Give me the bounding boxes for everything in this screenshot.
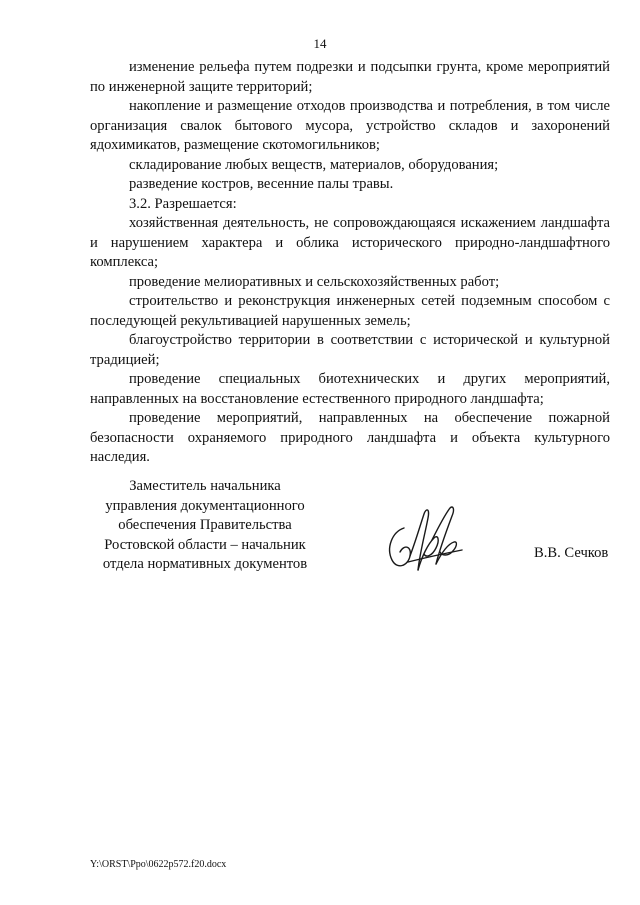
signatory-title-line: Ростовской области – начальник [104,536,306,553]
paragraph: проведение специальных биотехнических и других мероприятий, направленных на восстановление естественного природного ландшафта; [90,371,610,407]
signatory-title-line: отдела нормативных документов [102,556,308,572]
file-path: Y:\ORST\Ppo\0622p572.f20.docx [90,859,227,870]
signatory-title-line: Заместитель начальника [129,478,281,494]
paragraph: хозяйственная деятельность, не сопровождающаяся искажением ландшафта и нарушением характера и облика исторического природно-ландшафтного комплекса; [90,215,610,270]
paragraph: складирование любых веществ, материалов, оборудования; [129,156,499,173]
paragraph: проведение мероприятий, направленных на обеспечение пожарной безопасности охраняемого природного ландшафта и объекта культурного наследия. [90,410,610,465]
document-body [90,58,610,468]
signatory-title-line: обеспечения Правительства [118,517,292,533]
paragraph: благоустройство территории в соответствии с исторической и культурной традицией; [90,332,610,368]
signer-name: В.В. Сечков [534,545,609,561]
paragraph: строительство и реконструкция инженерных сетей подземным способом с последующей рекультивацией нарушенных земель; [90,293,610,329]
section-heading: 3.2. Разрешается: [129,195,237,212]
paragraph: изменение рельефа путем подрезки и подсыпки грунта, кроме мероприятий по инженерной защите территорий; [90,59,610,95]
paragraph: проведение мелиоративных и сельскохозяйственных работ; [129,273,500,290]
paragraph: накопление и размещение отходов производства и потребления, в том числе организация свалок бытового мусора, устройство складов и захоронений ядохимикатов, размещение скотомогильников; [90,98,610,153]
page-number: 14 [313,36,327,51]
paragraph: разведение костров, весенние палы травы. [129,176,394,192]
handwritten-signature [380,500,472,580]
signatory-title-line: управления документационного [105,497,305,514]
signatory-title [90,477,320,575]
